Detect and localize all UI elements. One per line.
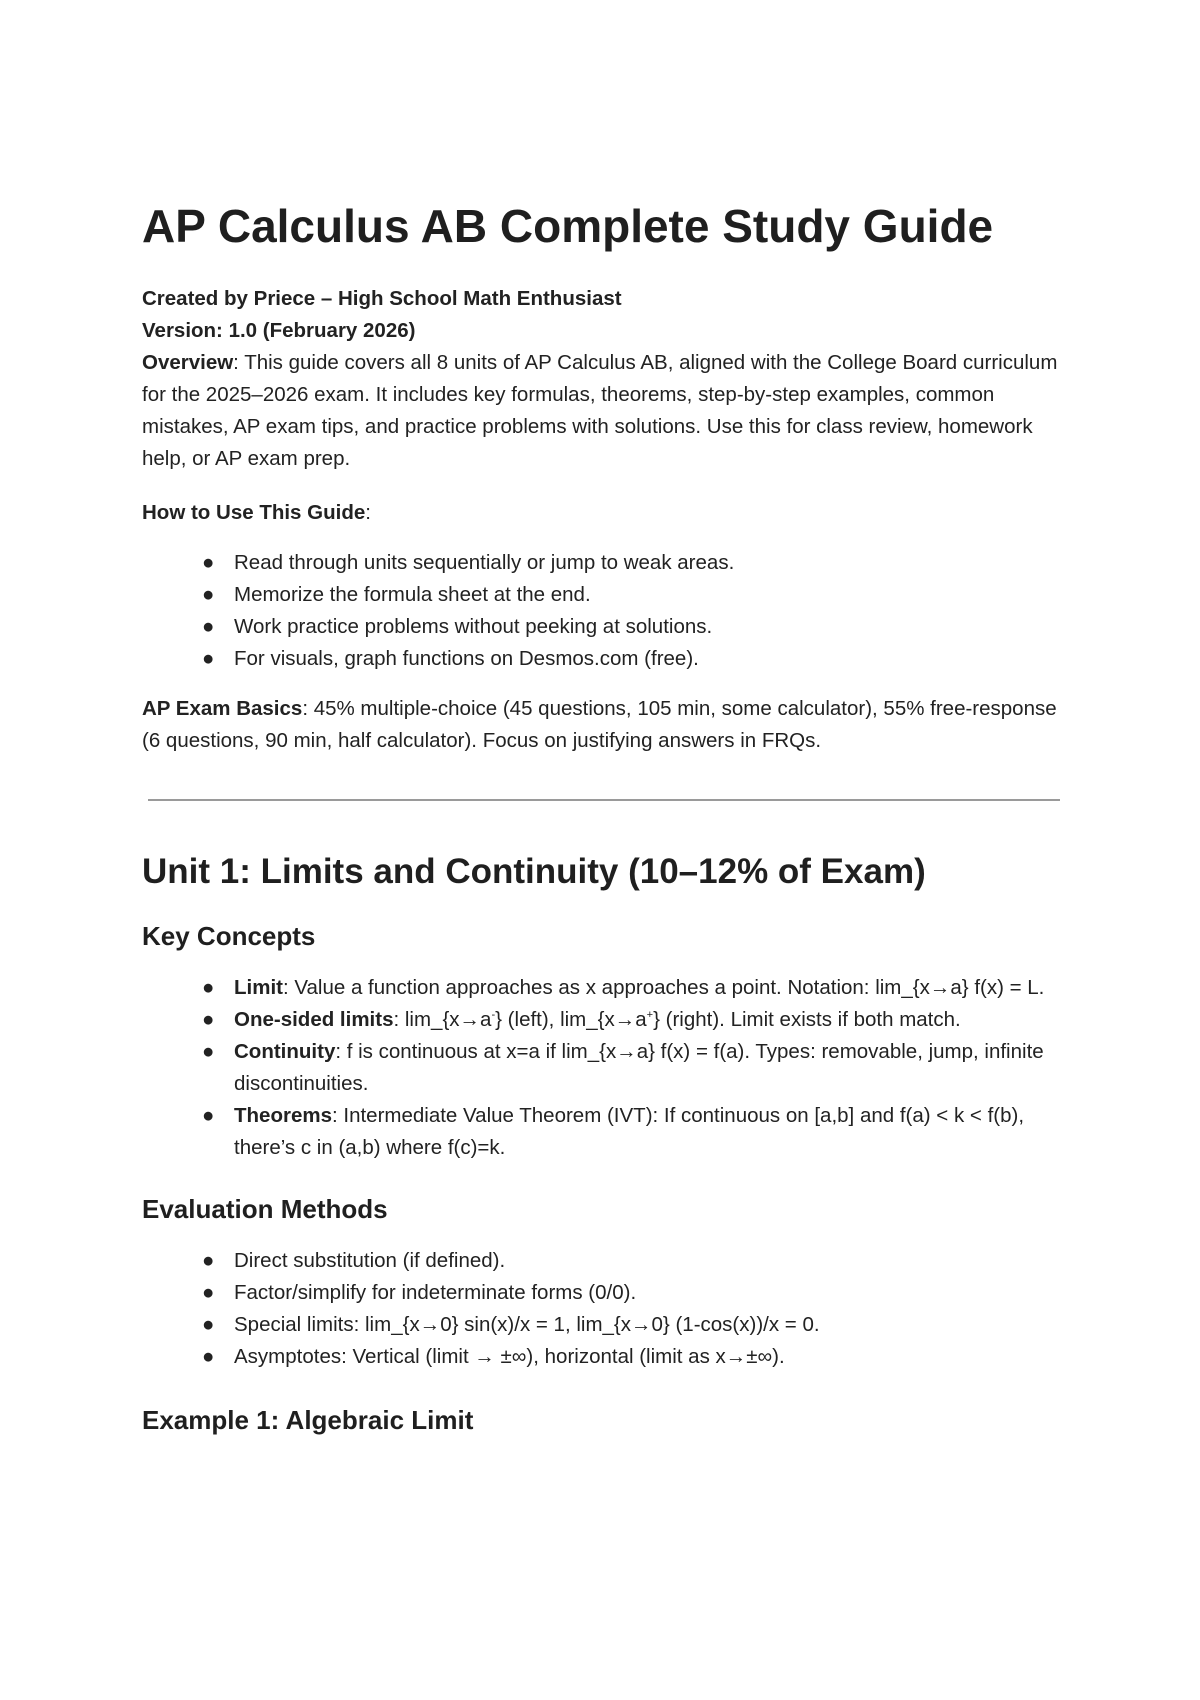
list-item-text: Read through units sequentially or jump to weak areas. bbox=[234, 550, 735, 574]
list-item-text: Asymptotes: Vertical (limit → ±∞), horizontal (limit as x→±∞). bbox=[234, 1345, 785, 1369]
evaluation-methods-list bbox=[142, 1245, 1062, 1373]
author-text: Created by Priece – High School Math Enthusiast bbox=[142, 286, 622, 310]
onesided-text-2: } (left), lim_{x→a bbox=[495, 1008, 647, 1032]
author-line bbox=[142, 283, 1062, 315]
list-item bbox=[202, 1004, 1062, 1036]
example1-heading: Example 1: Algebraic Limit bbox=[142, 1405, 474, 1436]
list-item-text: Direct substitution (if defined). bbox=[234, 1249, 506, 1273]
onesided-label: One-sided limits bbox=[234, 1008, 394, 1032]
bullet-icon: ● bbox=[202, 1104, 215, 1128]
bullet-icon: ● bbox=[202, 1281, 215, 1305]
key-concepts-list bbox=[142, 972, 1062, 1164]
list-item bbox=[202, 547, 1062, 579]
unit1-heading: Unit 1: Limits and Continuity (10–12% of Exam) bbox=[142, 851, 926, 891]
version-line bbox=[142, 315, 1062, 347]
list-item bbox=[202, 611, 1062, 643]
limit-label: Limit bbox=[234, 976, 283, 1000]
list-item-text: Memorize the formula sheet at the end. bbox=[234, 582, 591, 606]
overview-paragraph bbox=[142, 347, 1062, 475]
how-to-use-heading bbox=[142, 497, 1062, 529]
plus-superscript: + bbox=[646, 1009, 654, 1022]
bullet-icon: ● bbox=[202, 976, 215, 1000]
list-item-text: Work practice problems without peeking at solutions. bbox=[234, 614, 713, 638]
bullet-icon: ● bbox=[202, 1008, 215, 1032]
overview-text: : This guide covers all 8 units of AP Calculus AB, aligned with the College Board curriculum for the 2025–2026 exam. It includes key formulas, theorems, step-by-step examples, common mistakes, AP exam tips, and practice problems with solutions. Use this for class review, homework help, or AP exam prep. bbox=[142, 350, 1058, 470]
how-to-use-label: How to Use This Guide bbox=[142, 500, 366, 524]
bullet-icon: ● bbox=[202, 1040, 215, 1064]
list-item bbox=[202, 972, 1062, 1004]
how-to-use-list bbox=[142, 547, 1062, 675]
list-item bbox=[202, 1309, 1062, 1341]
list-item bbox=[202, 1341, 1062, 1373]
bullet-icon: ● bbox=[202, 582, 215, 606]
bullet-icon: ● bbox=[202, 1313, 215, 1337]
list-item bbox=[202, 1100, 1062, 1164]
bullet-icon: ● bbox=[202, 646, 215, 670]
bullet-icon: ● bbox=[202, 614, 215, 638]
bullet-icon: ● bbox=[202, 1249, 215, 1273]
minus-superscript: - bbox=[491, 1009, 496, 1022]
onesided-text-1: : lim_{x→a bbox=[393, 1008, 492, 1032]
exam-basics-text: : 45% multiple-choice (45 questions, 105 min, some calculator), 55% free-response (6 questions, 90 min, half calculator). Focus on justifying answers in FRQs. bbox=[142, 696, 1057, 752]
limit-text: : Value a function approaches as x approaches a point. Notation: lim_{x→a} f(x) = L. bbox=[282, 976, 1045, 1000]
theorems-label: Theorems bbox=[234, 1104, 332, 1128]
list-item-text: For visuals, graph functions on Desmos.com (free). bbox=[234, 646, 699, 670]
bullet-icon: ● bbox=[202, 1345, 215, 1369]
overview-label: Overview bbox=[142, 350, 234, 374]
document-page bbox=[142, 200, 1062, 1436]
version-text: Version: 1.0 (February 2026) bbox=[142, 318, 416, 342]
list-item-text: Factor/simplify for indeterminate forms (0/0). bbox=[234, 1281, 637, 1305]
evaluation-methods-heading: Evaluation Methods bbox=[142, 1194, 388, 1225]
list-item bbox=[202, 579, 1062, 611]
list-item bbox=[202, 1036, 1062, 1100]
list-item-text: Special limits: lim_{x→0} sin(x)/x = 1, lim_{x→0} (1-cos(x))/x = 0. bbox=[234, 1313, 820, 1337]
exam-basics-paragraph bbox=[142, 693, 1062, 757]
key-concepts-heading: Key Concepts bbox=[142, 920, 316, 951]
list-item bbox=[202, 1245, 1062, 1277]
continuity-text: : f is continuous at x=a if lim_{x→a} f(x) = f(a). Types: removable, jump, infinite discontinuities. bbox=[234, 1040, 1044, 1096]
exam-basics-label: AP Exam Basics bbox=[142, 696, 303, 720]
list-item bbox=[202, 643, 1062, 675]
theorems-text: : Intermediate Value Theorem (IVT): If continuous on [a,b] and f(a) < k < f(b), there’s c in (a,b) where f(c)=k. bbox=[234, 1104, 1025, 1160]
onesided-text-3: } (right). Limit exists if both match. bbox=[653, 1008, 961, 1032]
bullet-icon: ● bbox=[202, 550, 215, 574]
how-to-use-colon: : bbox=[365, 500, 371, 524]
continuity-label: Continuity bbox=[234, 1040, 336, 1064]
document-title: AP Calculus AB Complete Study Guide bbox=[142, 200, 994, 252]
list-item bbox=[202, 1277, 1062, 1309]
